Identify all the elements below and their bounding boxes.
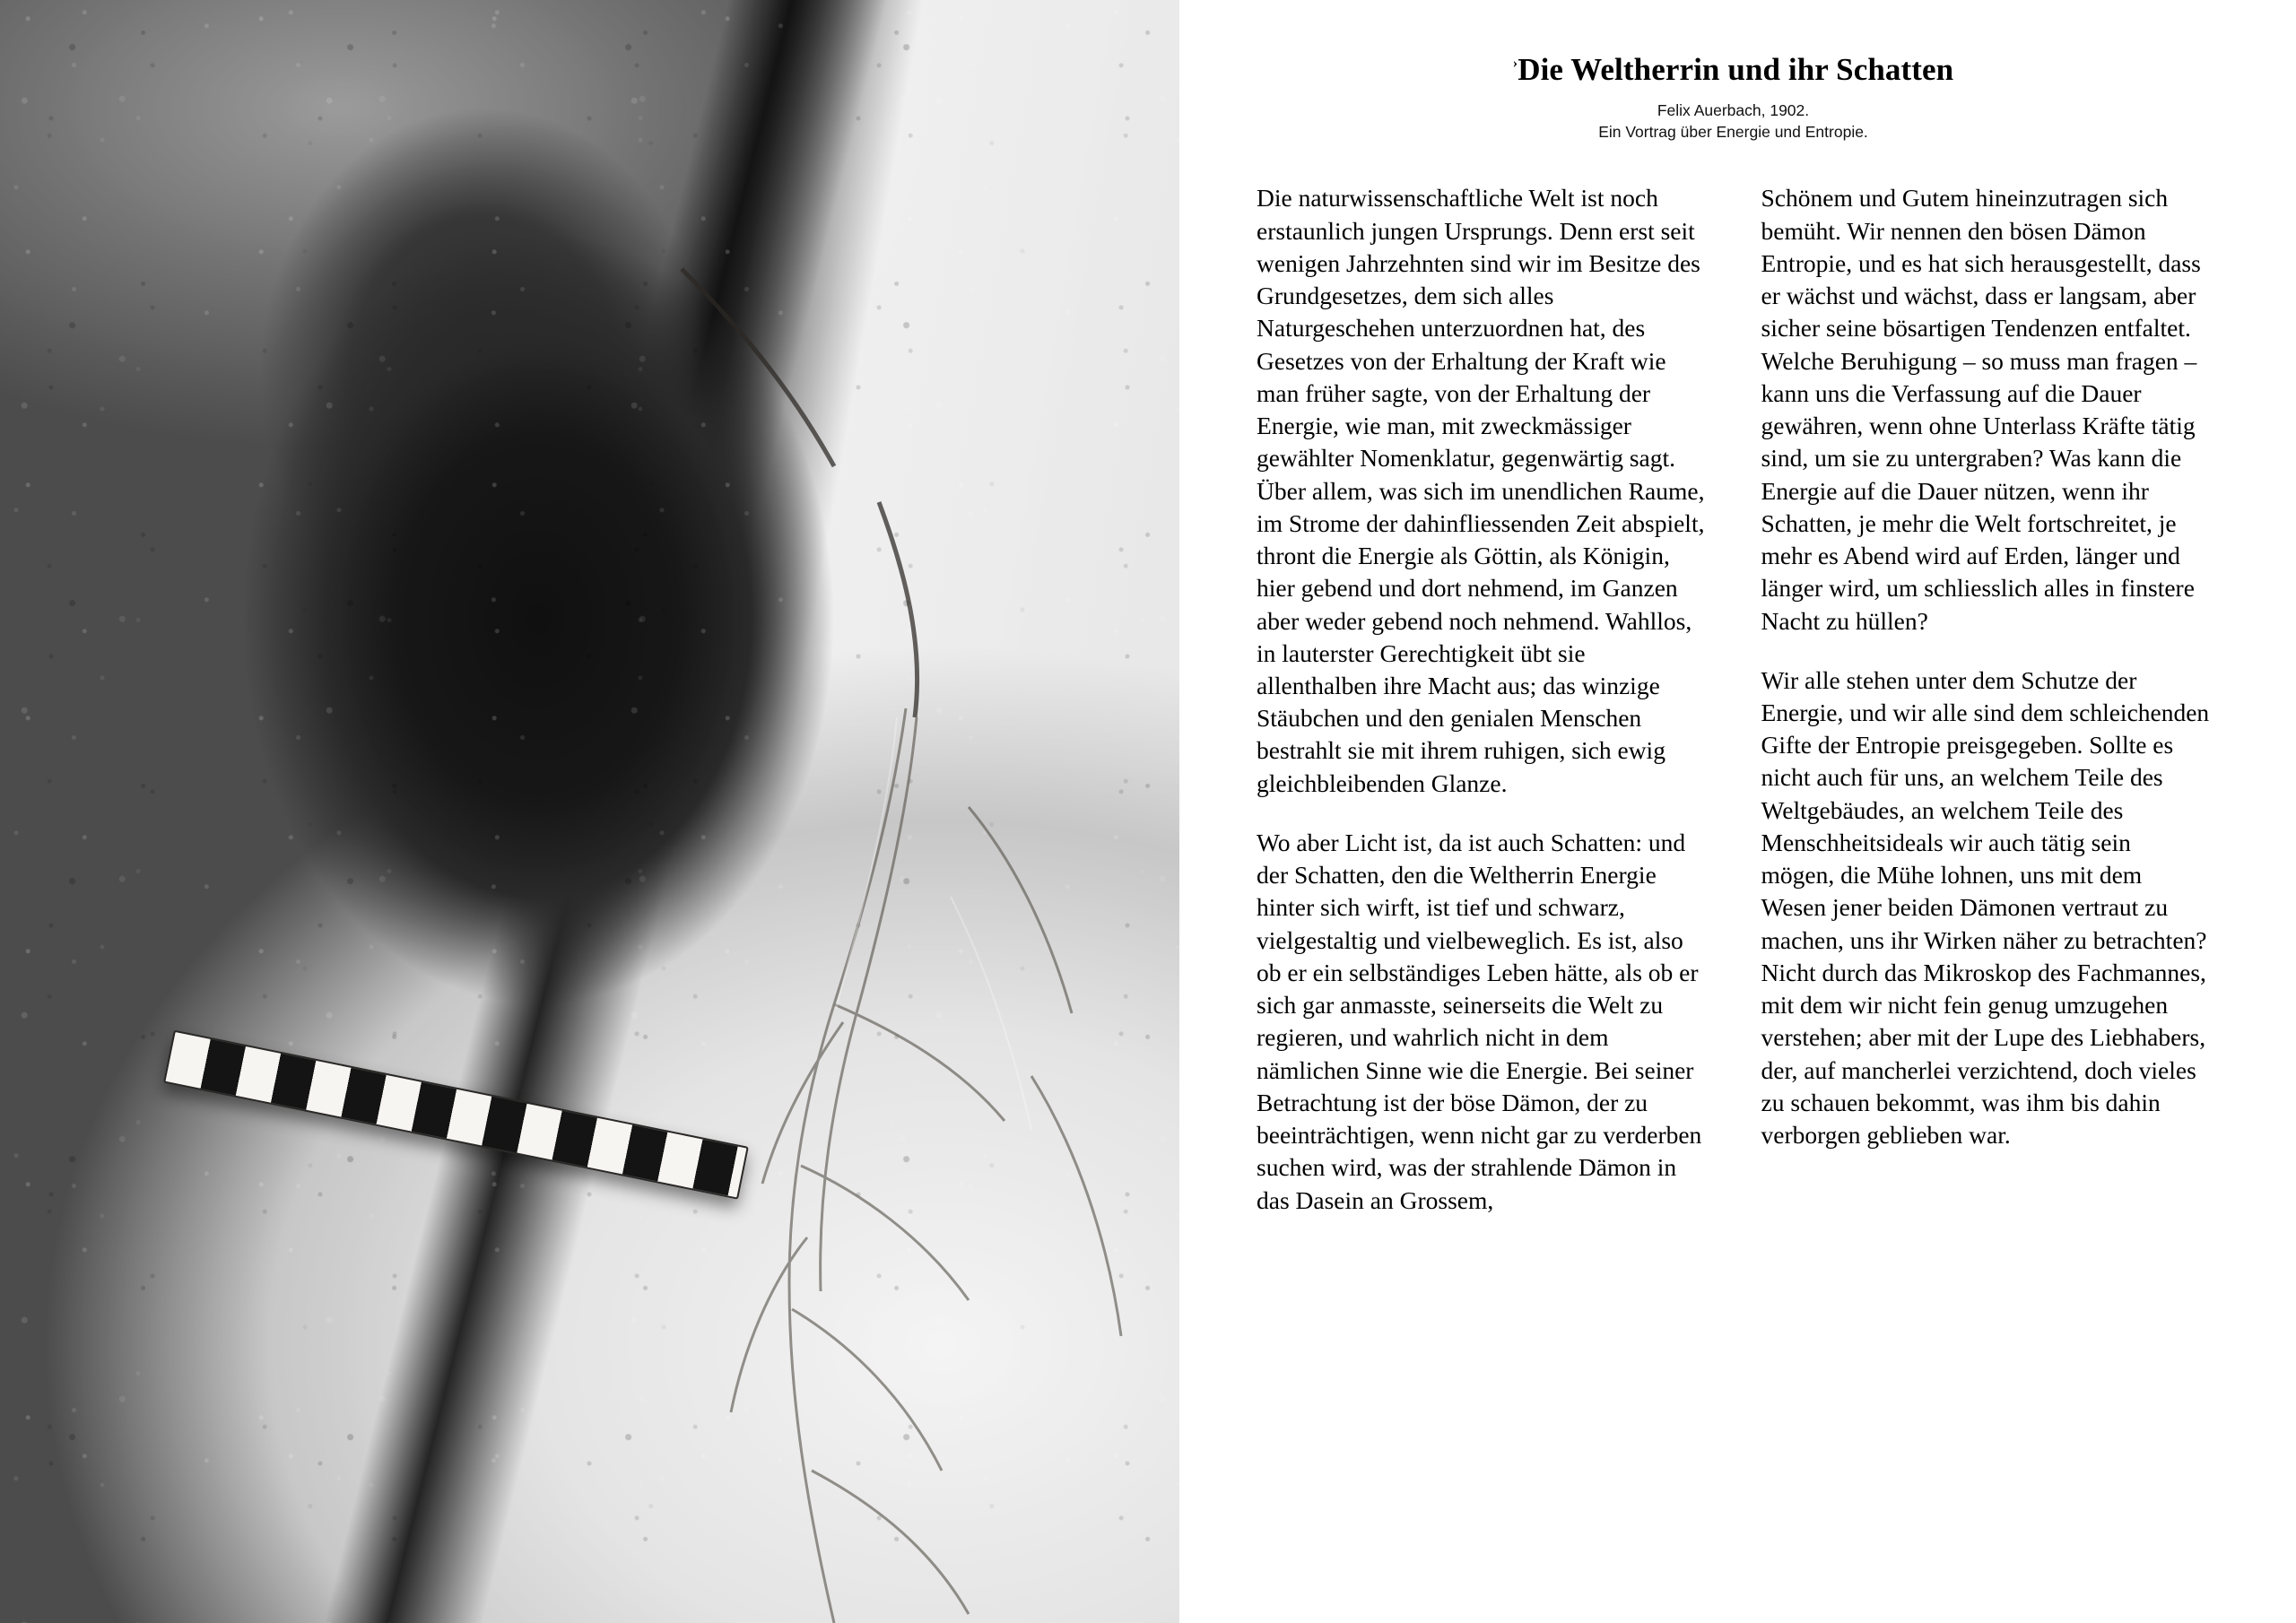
column-right — [1761, 182, 2211, 1151]
paragraph: Wir alle stehen unter dem Schutze der Energie, und wir alle sind dem schleichenden Gifte der Entropie preisgegeben. Sollte es nicht auch für uns, an welchem Teile des Weltgebäudes, an welchem Teile des Menschheitsideals wir auch tätig sein mögen, die Mühe lohnen, uns mit dem Wesen jener beiden Dämonen vertraut zu machen, uns ihr Wirken näher zu betrachten? Nicht durch das Mikroskop des Fachmannes, mit dem wir nicht fein genug umzugehen verstehen; aber mit der Lupe des Liebhabers, der, auf mancherlei verzichtend, doch vieles zu schauen bekommt, was ihm bis dahin verborgen geblieben war. — [1761, 665, 2210, 1150]
page-title — [1257, 52, 2210, 87]
column-left — [1257, 182, 1706, 1216]
paragraph: Schönem und Gutem hineinzutragen sich bemüht. Wir nennen den bösen Dämon Entropie, und es hat sich herausgestellt, dass er wächst und wächst, dass er langsam, aber sicher seine bösartigen Tendenzen entfaltet. Welche Beruhigung – so muss man fragen – kann uns die Verfassung auf die Dauer gewähren, wenn ohne Unterlass Kräfte tätig sind, um sie zu untergraben? Was kann die Energie auf die Dauer nützen, wenn ihr Schatten, je mehr die Welt fortschreitet, je mehr es Abend wird auf Erden, länger und länger wird, um schliesslich alles in finstere Nacht zu hüllen? — [1761, 184, 2201, 635]
attribution-line-2: Ein Vortrag über Energie und Entropie. — [1598, 123, 1868, 142]
anchor-marker: › — [1512, 56, 1518, 71]
text-page — [1179, 0, 2296, 1623]
text-columns — [1257, 182, 2210, 1216]
page-title-text: Die Weltherrin und ihr Schatten — [1518, 52, 1954, 87]
paragraph: Die naturwissenschaftliche Welt ist noch erstaunlich jungen Ursprungs. Denn erst seit wenigen Jahrzehnten sind wir im Besitze des Grundgesetzes, dem sich alles Naturgeschehen unterzuordnen hat, des Gesetzes von der Erhaltung der Kraft wie man früher sagte, von der Erhaltung der Energie, wie man, mit zweckmässiger gewählter Nomenklatur, gegenwärtig sagt. Über allem, was sich im unendlichen Raume, im Strome der dahinfliessenden Zeit abspielt, thront die Energie als Göttin, als Königin, hier gebend und dort nehmend, im Ganzen aber weder gebend noch nehmend. Wahllos, in lauterster Gerechtigkeit übt sie allenthalben ihre Macht aus; das winzige Stäubchen und den genialen Menschen bestrahlt sie mit ihrem ruhigen, sich ewig gleichbleibenden Glanze. — [1257, 184, 1705, 797]
attribution-line-1: Felix Auerbach, 1902. — [1657, 101, 1810, 120]
page-header — [1257, 52, 2210, 143]
paragraph: Wo aber Licht ist, da ist auch Schatten: und der Schatten, den die Weltherrin Energie hinter sich wirft, ist tief und schwarz, vielgestaltig und vielbeweglich. Es ist, also ob er ein selbständiges Leben hätte, als ob er sich gar anmasste, seinerseits die Welt zu regieren, und wahrlich nicht in dem nämlichen Sinne wie die Energie. Bei seiner Betrachtung ist der böse Dämon, der zu beeinträchtigen, wenn nicht gar zu verderben suchen wird, was der strahlende Dämon in das Dasein an Grossem, — [1257, 828, 1702, 1214]
